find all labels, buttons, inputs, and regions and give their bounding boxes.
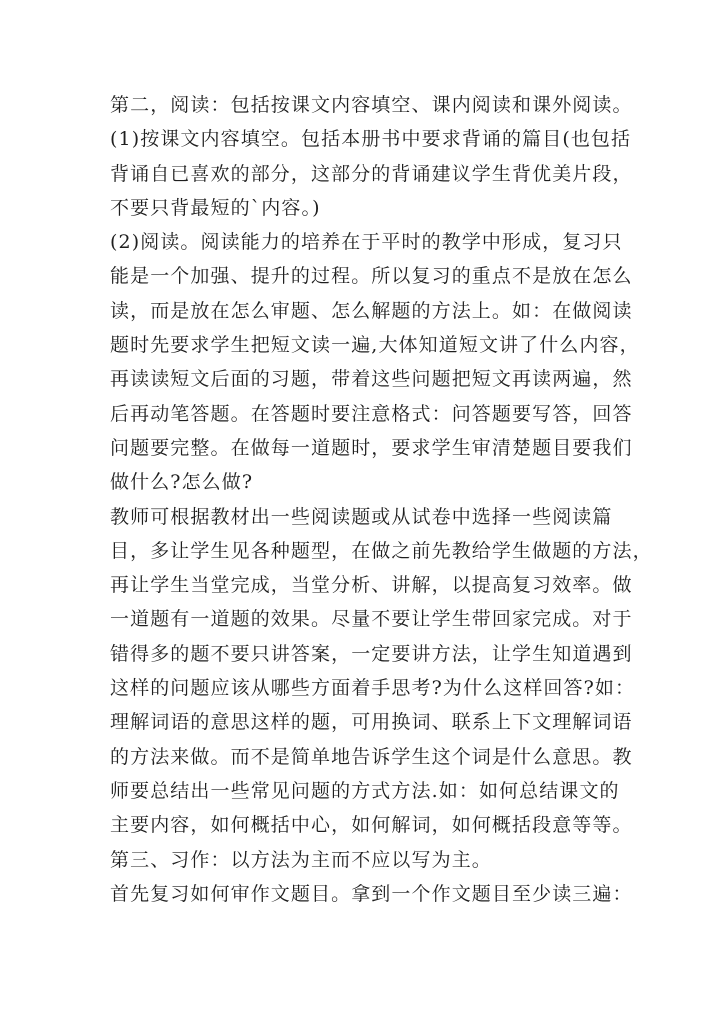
text-line: 不要只背最短的`内容。) (110, 196, 321, 219)
text-line: 再读读短文后面的习题，带着这些问题把短文再读两遍，然 (110, 368, 633, 391)
text-line: 第三、习作：以方法为主而不应以写为主。 (110, 848, 492, 871)
text-line: 一道题有一道题的效果。尽量不要让学生带回家完成。对于 (110, 608, 633, 631)
text-line: 题时先要求学生把短文读一遍,大体知道短文讲了什么内容， (110, 334, 640, 357)
text-line: 后再动笔答题。在答题时要注意格式：问答题要写答，回答 (110, 402, 633, 425)
text-line: 的方法来做。而不是简单地告诉学生这个词是什么意思。教 (110, 745, 633, 768)
text-line: 目，多让学生见各种题型，在做之前先教给学生做题的方法， (110, 539, 653, 562)
document-page (110, 88, 653, 911)
text-line: 首先复习如何审作文题目。拿到一个作文题目至少读三遍： (110, 882, 633, 905)
text-line: 师要总结出一些常见问题的方式方法.如：如何总结课文的 (110, 779, 620, 802)
text-line: (2)阅读。阅读能力的培养在于平时的教学中形成，复习只 (110, 231, 623, 254)
text-line: 读，而是放在怎么审题、怎么解题的方法上。如：在做阅读 (110, 299, 633, 322)
text-line: 问题要完整。在做每一道题时，要求学生审清楚题目要我们 (110, 436, 633, 459)
text-line: 背诵自已喜欢的部分，这部分的背诵建议学生背优美片段， (110, 162, 633, 185)
text-line: 主要内容，如何概括中心，如何解词，如何概括段意等等。 (110, 814, 633, 837)
text-line: 理解词语的意思这样的题，可用换词、联系上下文理解词语 (110, 711, 633, 734)
text-line: (1)按课文内容填空。包括本册书中要求背诵的篇目(也包括 (110, 128, 632, 151)
text-line: 错得多的题不要只讲答案，一定要讲方法，让学生知道遇到 (110, 642, 633, 665)
text-line: 第二，阅读：包括按课文内容填空、课内阅读和课外阅读。 (110, 94, 633, 116)
text-line: 再让学生当堂完成，当堂分析、讲解，以提高复习效率。做 (110, 574, 633, 597)
text-line: 能是一个加强、提升的过程。所以复习的重点不是放在怎么 (110, 265, 633, 288)
text-line: 教师可根据教材出一些阅读题或从试卷中选择一些阅读篇 (110, 505, 613, 528)
text-line: 做什么?怎么做? (110, 471, 254, 494)
text-line: 这样的问题应该从哪些方面着手思考?为什么这样回答?如： (110, 677, 636, 700)
